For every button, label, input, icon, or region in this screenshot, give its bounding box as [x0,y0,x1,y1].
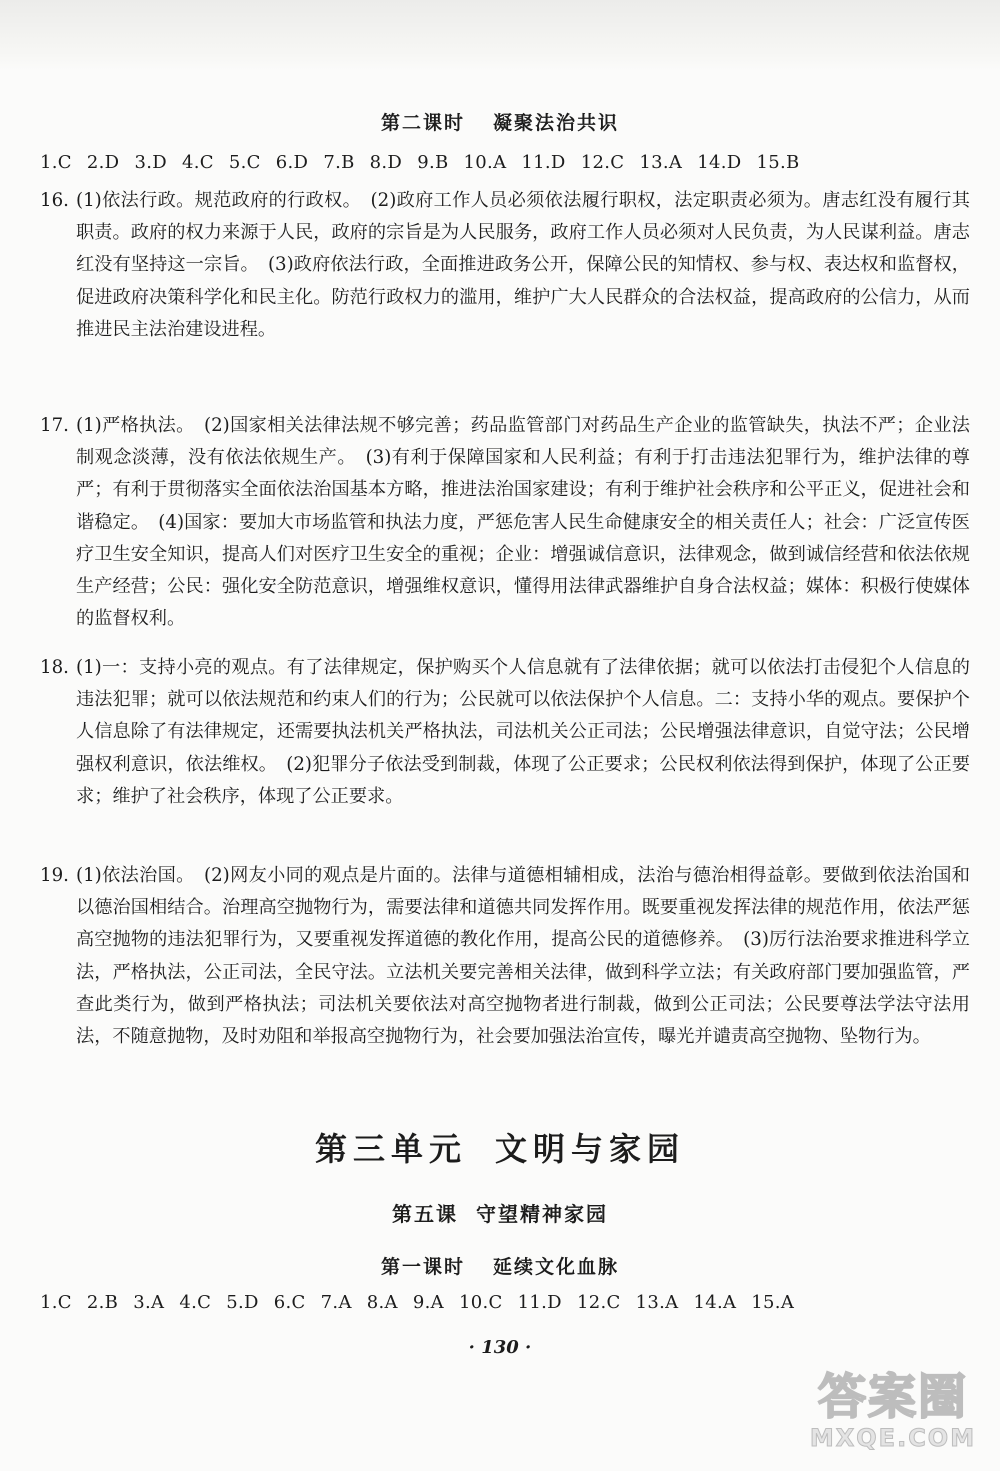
answer-item: 10.A [463,152,507,173]
answer-item: 14.A [693,1292,737,1313]
answer-item: 5.D [226,1292,259,1313]
answer-item: 3.A [133,1292,165,1313]
question-18 [40,652,970,813]
section-title-topic: 凝聚法治共识 [493,112,620,134]
question-answer-text: (1)一：支持小亮的观点。有了法律规定，保护购买个人信息就有了法律依据；就可以依法打击侵犯个人信息的违法犯罪；就可以依法规范和约束人们的行为；公民就可以依法保护个人信息。二：支持小华的观点。要保护个人信息除了有法律规定，还需要执法机关严格执法，司法机关公正司法；公民增强法律意识，自觉守法；公民增强权利意识，依法维权。 (2)犯罪分子依法受到制裁，体现了公正要求；公民权利依法得到保护，体现了公正要求；维护了社会秩序，体现了公正要求。 [76,657,970,807]
answer-item: 8.A [366,1292,398,1313]
question-answer-text: (1)严格执法。 (2)国家相关法律法规不够完善；药品监管部门对药品生产企业的监管缺失，执法不严；企业法制观念淡薄，没有依法依规生产。 (3)有利于保障国家和人民利益；有利于打击违法犯罪行为，维护法律的尊严；有利于贯彻落实全面依法治国基本方略，推进法治国家建设；有利于维护社会秩序和公平正义，促进社会和谐稳定。 (4)国家：要加大市场监管和执法力度，严惩危害人民生命健康安全的相关责任人；社会：广泛宣传医疗卫生安全知识，提高人们对医疗卫生安全的重视；企业：增强诚信意识，法律观念，做到诚信经营和依法依规生产经营；公民：强化安全防范意识，增强维权意识，懂得用法律武器维护自身合法权益；媒体：积极行使媒体的监督权利。 [76,415,970,630]
answer-item: 2.D [86,152,120,173]
question-number: 19. [40,865,69,886]
lesson-number: 第五课 [392,1202,458,1226]
answer-item: 13.A [635,1292,679,1313]
answer-item: 4.C [179,1292,212,1313]
answer-item: 9.A [412,1292,444,1313]
choice-answers-1 [40,152,975,173]
section-title-period: 第二课时 [380,112,465,134]
watermark [798,1370,988,1460]
answer-item: 8.D [369,152,403,173]
answer-item: 3.D [134,152,167,173]
answer-item: 4.C [181,152,214,173]
unit-number: 第三单元 [314,1130,467,1168]
answer-item: 10.C [459,1292,503,1313]
question-number: 17. [40,415,69,436]
lesson-title [0,1198,1000,1227]
watermark-url: MXQE.COM [809,1424,977,1452]
section-title-topic: 延续文化血脉 [493,1256,620,1278]
answer-item: 1.C [40,152,72,173]
question-number: 16. [40,190,69,211]
answer-item: 15.B [756,152,800,173]
question-answer-text: (1)依法治国。 (2)网友小同的观点是片面的。法律与道德相辅相成，法治与德治相得益彰。要做到依法治国和以德治国相结合。治理高空抛物行为，需要法律和道德共同发挥作用。既要重视发挥法律的规范作用，依法严惩高空抛物的违法犯罪行为，又要重视发挥道德的教化作用，提高公民的道德修养。 (3)厉行法治要求推进科学立法，严格执法，公正司法，全民守法。立法机关要完善相关法律，做到科学立法；有关政府部门要加强监管，严查此类行为，做到严格执法；司法机关要依法对高空抛物者进行制裁，做到公正司法；公民要尊法学法守法用法，不随意抛物，及时劝阻和举报高空抛物行为，社会要加强法治宣传，曝光并谴责高空抛物、坠物行为。 [76,865,970,1048]
answer-item: 5.C [228,152,261,173]
lesson-name: 守望精神家园 [476,1202,608,1226]
answer-item: 15.A [751,1292,795,1313]
answer-item: 12.C [580,152,625,173]
answer-item: 7.A [320,1292,352,1313]
section-title-lesson-1 [0,1252,1000,1279]
answer-item: 13.A [639,152,683,173]
page-number: · 130 · [468,1337,532,1358]
unit-name: 文明与家园 [495,1130,686,1168]
answer-item: 12.C [576,1292,621,1313]
section-title-period: 第一课时 [380,1256,465,1278]
question-answer-text: (1)依法行政。规范政府的行政权。 (2)政府工作人员必须依法履行职权，法定职责必须为。唐志红没有履行其职责。政府的权力来源于人民，政府的宗旨是为人民服务，政府工作人员必须对人民负责，为人民谋利益。唐志红没有坚持这一宗旨。 (3)政府依法行政，全面推进政务公开，保障公民的知情权、参与权、表达权和监督权，促进政府决策科学化和民主化。防范行政权力的滥用，维护广大人民群众的合法权益，提高政府的公信力，从而推进民主法治建设进程。 [76,190,970,340]
answer-item: 14.D [697,152,742,173]
question-17 [40,410,970,635]
answer-item: 6.D [275,152,309,173]
answer-item: 11.D [521,152,566,173]
answer-item: 7.B [323,152,355,173]
answer-item: 11.D [517,1292,562,1313]
question-19 [40,860,970,1053]
answer-item: 6.C [273,1292,306,1313]
section-title-lesson-2 [0,108,1000,135]
answer-item: 1.C [40,1292,72,1313]
answer-item: 9.B [417,152,449,173]
unit-title [0,1124,1000,1170]
question-number: 18. [40,657,69,678]
answer-item: 2.B [86,1292,119,1313]
question-16 [40,185,970,346]
watermark-logo: 答案圈 [817,1369,968,1425]
choice-answers-2 [40,1292,975,1313]
